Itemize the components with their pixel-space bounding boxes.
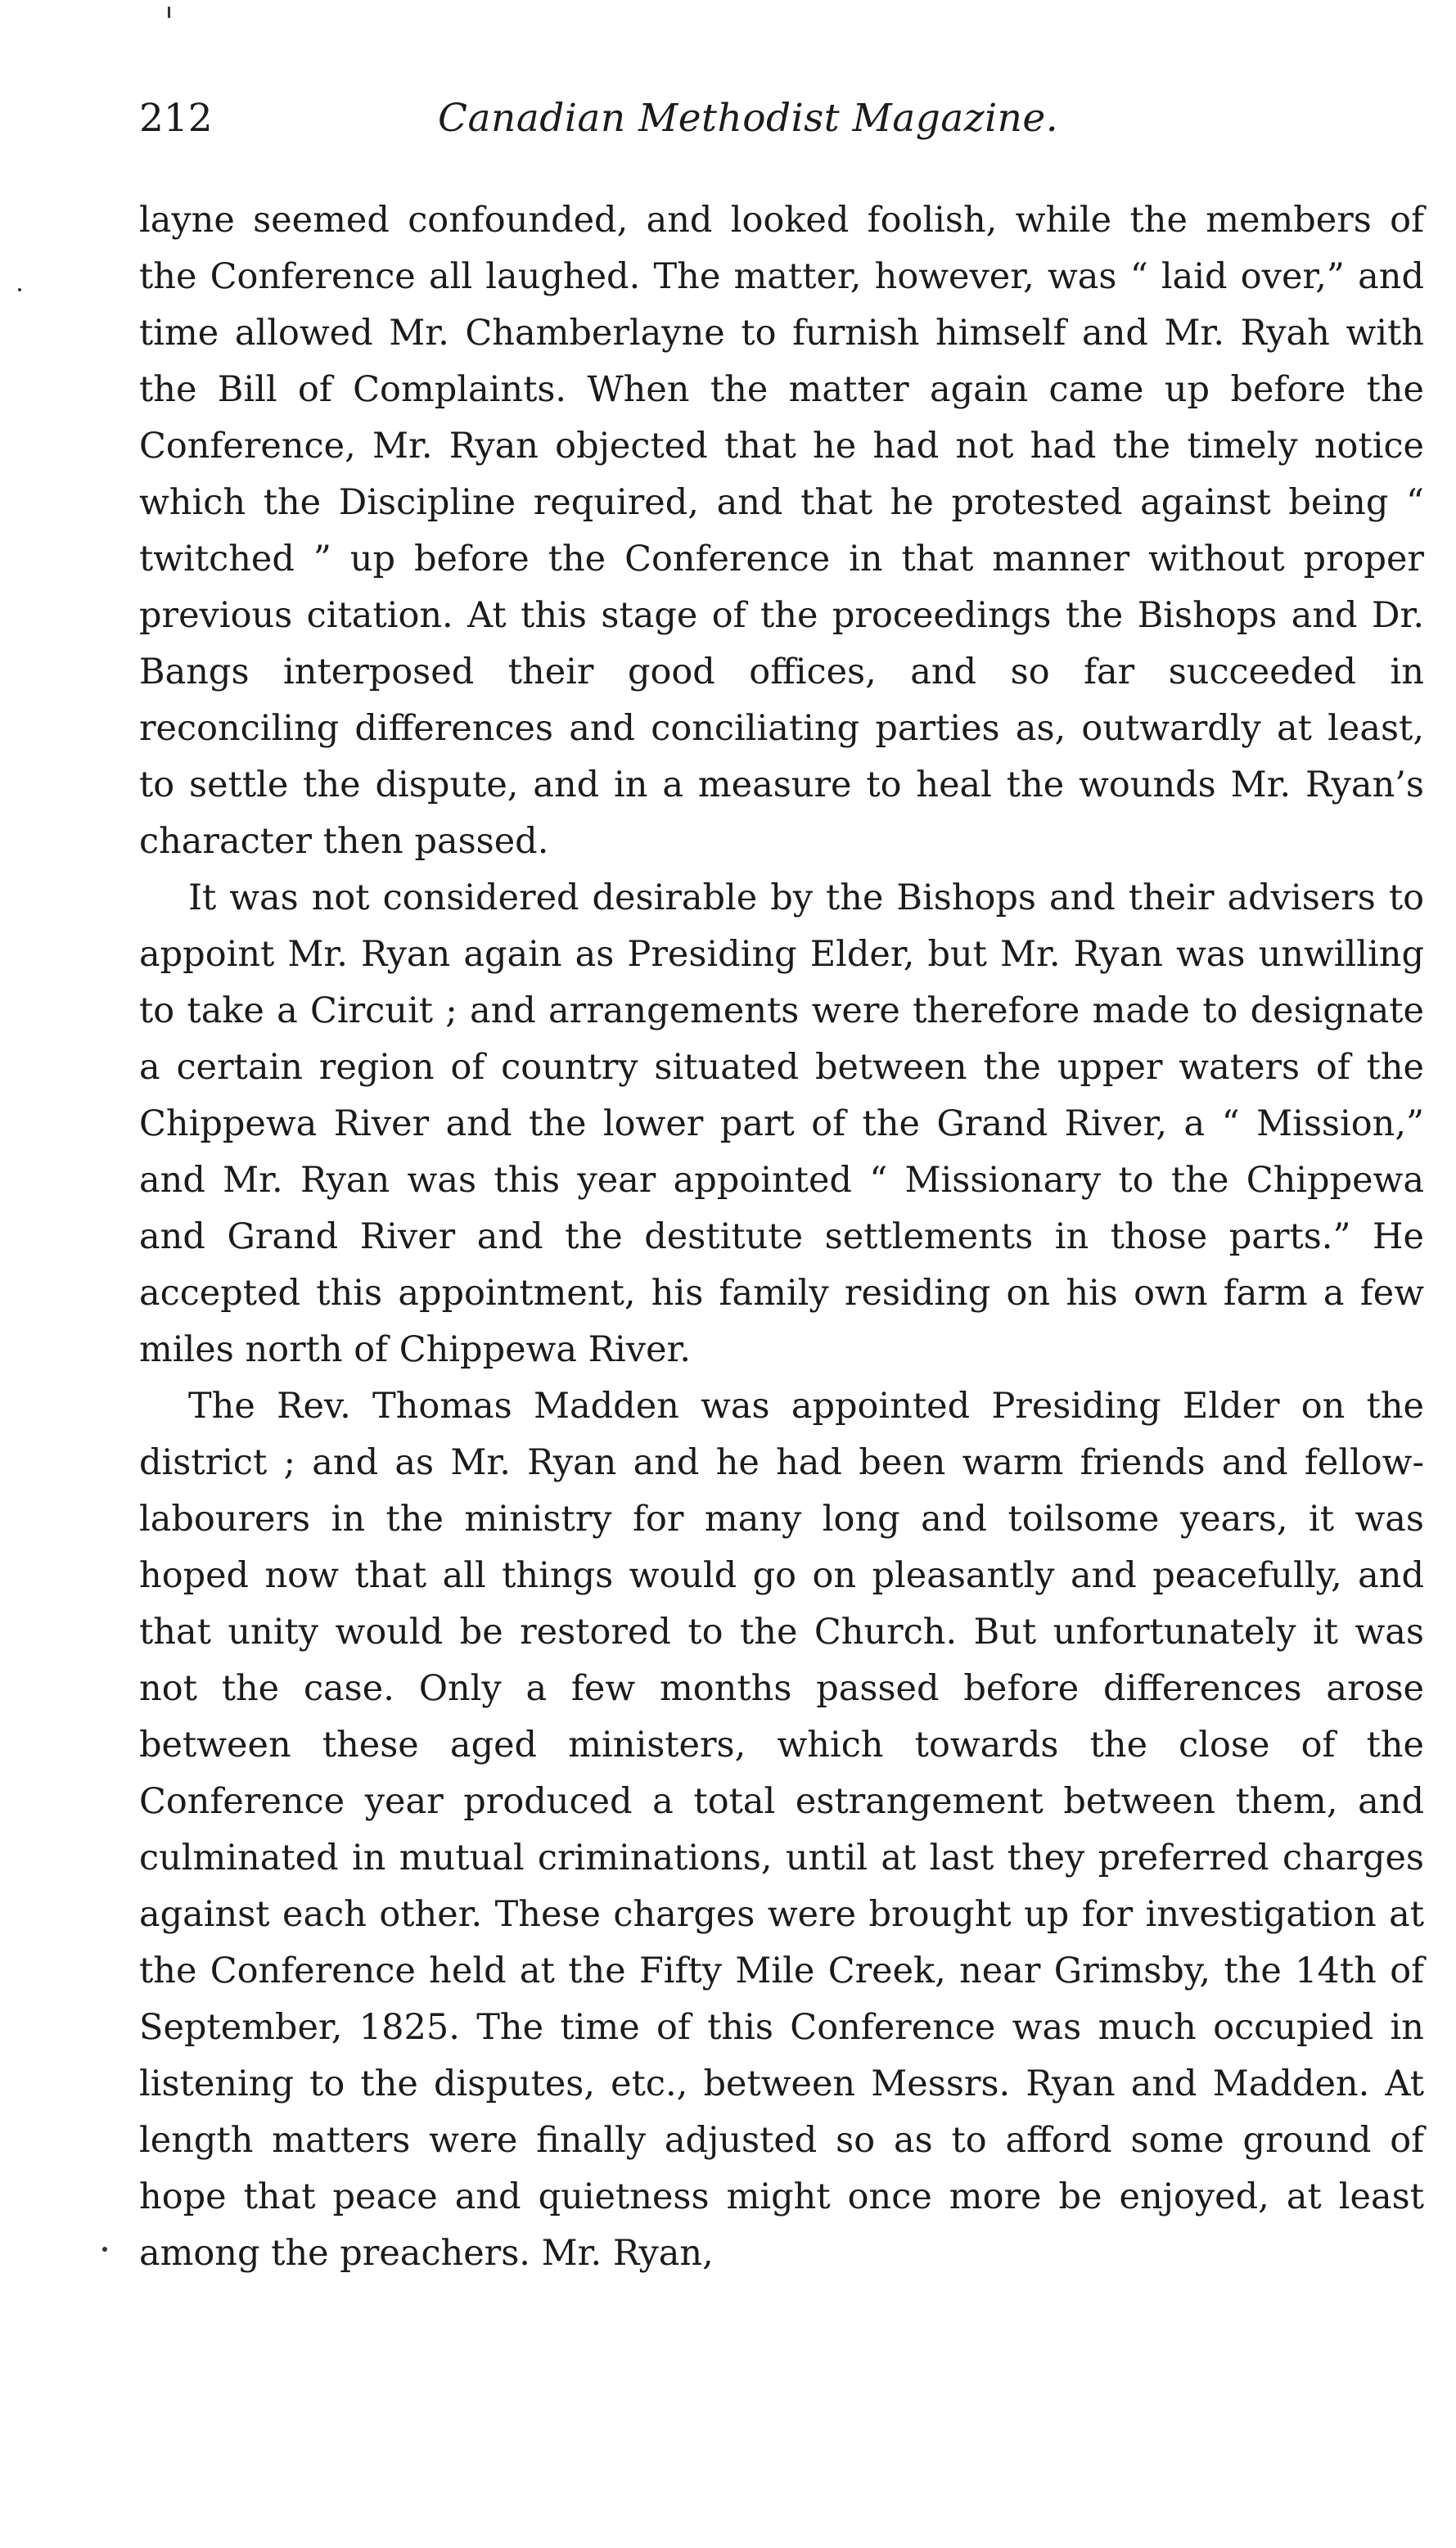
running-title: Canadian Methodist Magazine. bbox=[438, 96, 1059, 141]
scan-speck bbox=[18, 288, 21, 291]
scan-speck bbox=[168, 7, 170, 18]
book-page bbox=[139, 82, 1424, 2282]
body-text bbox=[139, 192, 1424, 2282]
paragraph-3: The Rev. Thomas Madden was appointed Presiding Elder on the district ; and as Mr. Ryan and he had been warm friends and fellow-labourers in the ministry for many long and toilsome years, it was hoped now that all things would go on pleasantly and peacefully, and that unity would be restored to the Church. But unfortunately it was not the case. Only a few months passed before differences arose between these aged ministers, which towards the close of the Conference year produced a total estrangement between them, and culminated in mutual criminations, until at last they preferred charges against each other. These charges were brought up for investigation at the Conference held at the Fifty Mile Creek, near Grimsby, the 14th of September, 1825. The time of this Conference was much occupied in listening to the disputes, etc., between Messrs. Ryan and Madden. At length matters were finally adjusted so as to afford some ground of hope that peace and quietness might once more be enjoyed, at least among the preachers. Mr. Ryan, bbox=[139, 1386, 1424, 2274]
paragraph-2: It was not considered desirable by the Bishops and their advisers to appoint Mr. Ryan again as Presiding Elder, but Mr. Ryan was unwilling to take a Circuit ; and arrangements were therefore made to designate a certain region of country situated between the upper waters of the Chippewa River and the lower part of the Grand River, a “ Mission,” and Mr. Ryan was this year appointed “ Missionary to the Chippewa and Grand River and the destitute settlements in those parts.” He accepted this appointment, his family residing on his own farm a few miles north of Chippewa River. bbox=[139, 877, 1424, 1370]
paragraph-1: layne seemed confounded, and looked foolish, while the members of the Conference all laughed. The matter, however, was “ laid over,” and time allowed Mr. Chamberlayne to furnish himself and Mr. Ryah with the Bill of Complaints. When the matter again came up before the Conference, Mr. Ryan objected that he had not had the timely notice which the Discipline required, and that he protested against being “ twitched ” up before the Conference in that manner without proper previous citation. At this stage of the proceedings the Bishops and Dr. Bangs interposed their good offices, and so far succeeded in reconciling differences and conciliating parties as, outwardly at least, to settle the dispute, and in a measure to heal the wounds Mr. Ryan’s character then passed. bbox=[139, 200, 1424, 862]
scan-speck bbox=[102, 2247, 107, 2252]
page-number: 212 bbox=[139, 96, 213, 141]
page-header bbox=[139, 82, 1424, 156]
